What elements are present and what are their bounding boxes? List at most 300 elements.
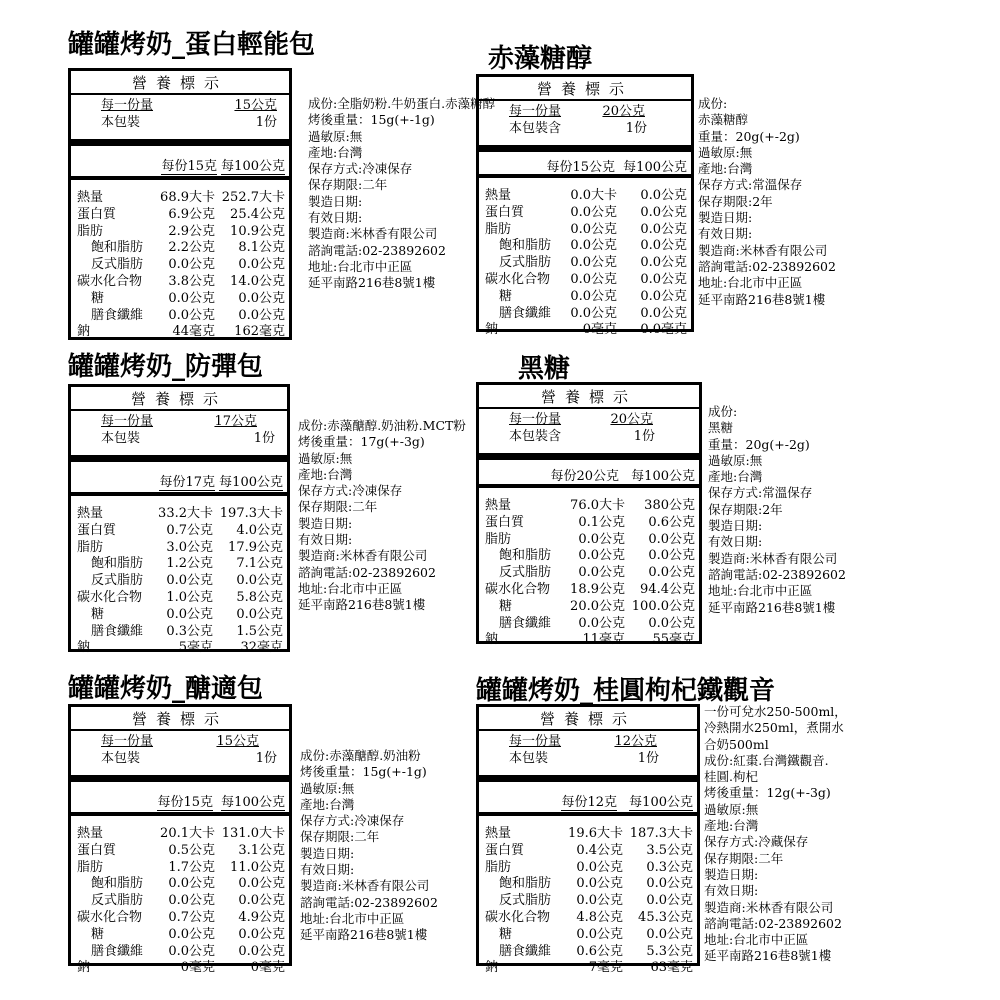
column-headers [71, 462, 287, 496]
info-line: 延平南路216巷8號1樓 [698, 291, 826, 307]
per-100g-value: 0.6公克 [648, 514, 695, 530]
per-serving-value: 44毫克 [172, 324, 215, 340]
nutrient-row [479, 893, 697, 910]
per-100g-value: 5.3公克 [646, 943, 693, 959]
per-serving-value: 0.4公克 [576, 842, 623, 858]
nutrient-rows [479, 816, 697, 977]
servings-label: 本包裝 [101, 115, 141, 130]
per-serving-value: 0毫克 [582, 322, 617, 338]
per-100g-value: 162毫克 [234, 324, 285, 340]
product-block [476, 38, 916, 358]
per-serving-value: 0.0公克 [166, 606, 213, 622]
nutrient-row [479, 306, 691, 323]
info-line: 地址:台北市中正區 [708, 583, 813, 599]
per-100g-value: 0.0毫克 [640, 322, 687, 338]
nutrient-row [71, 224, 289, 241]
info-line: 一份可兌水250-500ml， [704, 704, 847, 719]
nutrient-row [479, 532, 699, 549]
serving-size-label: 每一份量 [101, 414, 154, 429]
per-serving-value: 1.2公克 [166, 556, 213, 572]
nutrient-row [71, 291, 289, 308]
info-line: 冷熱開水250ml，煮開水 [704, 720, 844, 736]
panel-header: 營養標示 [479, 77, 691, 101]
info-line: 有效日期: [704, 883, 759, 899]
nutrient-row [479, 927, 697, 944]
nutrient-row [479, 910, 697, 927]
serving-size-label: 每一份量 [509, 104, 562, 119]
per-100g-value: 10.9公克 [230, 223, 285, 239]
info-line: 製造日期: [708, 518, 763, 534]
nutrient-name: 脂肪 [77, 223, 104, 239]
info-line: 成份:紅棗.台灣鐵觀音. [704, 752, 829, 768]
nutrient-name: 反式脂肪 [499, 565, 552, 581]
per-serving-value: 0.0公克 [168, 926, 215, 942]
per-serving-value: 76.0大卡 [570, 498, 625, 513]
info-line: 地址:台北市中正區 [704, 932, 809, 948]
per-100g-value: 0.0公克 [646, 876, 693, 892]
per-serving-value: 68.9大卡 [160, 190, 215, 205]
nutrient-name: 飽和脂肪 [91, 556, 144, 572]
nutrient-row [71, 324, 289, 341]
nutrient-row [71, 843, 289, 860]
per-serving-value: 0.0公克 [570, 288, 617, 304]
per-serving-value: 0.0公克 [570, 221, 617, 237]
per-100g-header: 每100公克 [631, 465, 695, 485]
info-line: 有效日期: [308, 210, 363, 226]
per-100g-value: 0.0公克 [640, 188, 687, 203]
per-serving-value: 0.0公克 [578, 531, 625, 547]
per-serving-header: 每份15克 [161, 155, 217, 175]
per-100g-value: 0.3公克 [646, 859, 693, 875]
per-serving-header: 每份17克 [159, 471, 215, 491]
info-line: 保存期限:二年 [300, 829, 380, 845]
nutrient-name: 飽和脂肪 [499, 876, 552, 892]
nutrient-name: 熱量 [77, 190, 104, 205]
info-line: 保存方式:冷凍保存 [308, 161, 413, 177]
servings-label: 本包裝 [101, 431, 141, 446]
column-headers [71, 782, 289, 816]
nutrient-name: 脂肪 [77, 539, 104, 555]
nutrient-rows [71, 496, 287, 657]
per-100g-header: 每100公克 [221, 791, 285, 811]
per-serving-value: 0.0公克 [166, 573, 213, 589]
info-line: 有效日期: [708, 534, 763, 550]
nutrient-row [479, 632, 699, 649]
per-serving-value: 20.1大卡 [160, 826, 215, 841]
nutrient-name: 鈉 [485, 632, 499, 648]
nutrient-name: 飽和脂肪 [91, 876, 144, 892]
per-serving-value: 0.0公克 [570, 204, 617, 220]
info-line: 延平南路216巷8號1樓 [708, 599, 836, 615]
nutrient-row [479, 582, 699, 599]
per-100g-value: 0.0公克 [648, 548, 695, 564]
per-100g-value: 7.1公克 [236, 556, 283, 572]
nutrient-rows [71, 180, 289, 341]
serving-info [71, 411, 287, 462]
nutrient-row [479, 289, 691, 306]
nutrient-name: 碳水化合物 [485, 271, 551, 287]
per-100g-value: 0.0公克 [236, 606, 283, 622]
per-serving-value: 7毫克 [588, 960, 623, 976]
per-serving-value: 0.0公克 [576, 926, 623, 942]
nutrient-name: 脂肪 [485, 531, 512, 547]
per-serving-value: 0.0公克 [570, 255, 617, 271]
nutrient-row [71, 540, 287, 557]
nutrient-name: 熱量 [485, 498, 512, 513]
per-100g-value: 5.8公克 [236, 589, 283, 605]
panel-header: 營養標示 [479, 385, 699, 409]
nutrient-name: 糖 [499, 598, 513, 614]
per-serving-header: 每份15克 [157, 791, 213, 811]
serving-size-label: 每一份量 [509, 734, 562, 749]
nutrient-row [479, 188, 691, 205]
per-100g-value: 45.3公克 [638, 909, 693, 925]
product-info [300, 748, 460, 944]
nutrient-name: 脂肪 [485, 859, 512, 875]
per-serving-value: 0.0公克 [570, 238, 617, 254]
nutrient-row [71, 506, 287, 523]
nutrition-panel [68, 68, 292, 340]
servings-value: 1份 [637, 751, 659, 766]
nutrient-name: 蛋白質 [485, 204, 525, 220]
info-line: 保存期限:2年 [708, 501, 783, 517]
info-line: 保存方式:冷凍保存 [300, 813, 405, 829]
servings-label: 本包裝 [509, 751, 549, 766]
nutrient-row [479, 826, 697, 843]
nutrient-row [71, 190, 289, 207]
nutrient-name: 蛋白質 [77, 842, 117, 858]
info-line: 諮詢電話:02-23892602 [704, 915, 842, 931]
per-100g-value: 94.4公克 [640, 581, 695, 597]
info-line: 保存期限:二年 [298, 499, 378, 515]
panel-header: 營養標示 [71, 387, 287, 411]
nutrient-rows [479, 488, 699, 649]
nutrient-name: 鈉 [77, 960, 91, 976]
per-serving-value: 11毫克 [582, 632, 625, 648]
info-line: 過敏原:無 [708, 452, 763, 468]
nutrient-row [479, 843, 697, 860]
nutrient-name: 膳食纖維 [91, 943, 144, 959]
info-line: 地址:台北市中正區 [298, 580, 403, 596]
product-block [68, 24, 508, 344]
nutrient-row [71, 607, 287, 624]
per-serving-value: 5毫克 [178, 640, 213, 656]
per-100g-value: 55毫克 [652, 632, 695, 648]
nutrient-name: 脂肪 [77, 859, 104, 875]
info-line: 諮詢電話:02-23892602 [298, 564, 436, 580]
panel-header: 營養標示 [71, 71, 289, 95]
product-title: 赤藻糖醇 [488, 44, 593, 74]
info-line: 過敏原:無 [300, 780, 355, 796]
per-100g-value: 0.0公克 [646, 926, 693, 942]
per-100g-value: 0.0公克 [640, 271, 687, 287]
per-serving-value: 0.0公克 [168, 876, 215, 892]
info-line: 製造日期: [704, 866, 759, 882]
nutrient-name: 碳水化合物 [77, 909, 143, 925]
per-100g-value: 0.0公克 [646, 893, 693, 909]
per-100g-value: 0.0公克 [640, 221, 687, 237]
serving-size-value: 15公克 [234, 98, 277, 113]
info-line: 製造商:米林香有限公司 [298, 548, 428, 564]
serving-size-value: 20公克 [610, 412, 653, 427]
per-serving-value: 2.9公克 [168, 223, 215, 239]
info-line: 烤後重量：17g(+-3g) [298, 434, 425, 450]
per-100g-value: 0.0公克 [238, 307, 285, 323]
product-title: 罐罐烤奶_蛋白輕能包 [68, 30, 316, 60]
info-line: 諮詢電話:02-23892602 [300, 894, 438, 910]
nutrient-row [479, 498, 699, 515]
per-serving-value: 0.7公克 [168, 909, 215, 925]
nutrient-name: 反式脂肪 [499, 255, 552, 271]
servings-value: 1份 [625, 121, 647, 136]
info-line: 有效日期: [300, 862, 355, 878]
per-serving-value: 0.0公克 [168, 893, 215, 909]
per-serving-value: 4.8公克 [576, 909, 623, 925]
nutrient-name: 膳食纖維 [499, 943, 552, 959]
serving-info [479, 409, 699, 460]
info-line: 製造商:米林香有限公司 [708, 550, 838, 566]
per-100g-value: 3.5公克 [646, 842, 693, 858]
per-serving-value: 0.6公克 [576, 943, 623, 959]
per-100g-value: 0.0公克 [640, 255, 687, 271]
product-block [68, 668, 508, 988]
nutrient-row [479, 205, 691, 222]
nutrient-name: 飽和脂肪 [499, 238, 552, 254]
per-100g-value: 11.0公克 [230, 859, 285, 875]
per-100g-value: 0.0公克 [238, 290, 285, 306]
info-line: 成份:全脂奶粉.牛奶蛋白.赤藻糖醇 [308, 96, 496, 111]
per-100g-value: 4.9公克 [238, 909, 285, 925]
nutrient-row [71, 573, 287, 590]
nutrient-name: 糖 [499, 288, 513, 304]
per-100g-value: 252.7大卡 [221, 190, 285, 205]
per-serving-value: 0.0公克 [168, 257, 215, 273]
serving-info [479, 731, 697, 782]
serving-size-label: 每一份量 [509, 412, 562, 427]
serving-size-value: 20公克 [602, 104, 645, 119]
info-line: 過敏原:無 [308, 128, 363, 144]
nutrient-name: 蛋白質 [485, 514, 525, 530]
nutrient-row [71, 826, 289, 843]
per-100g-value: 8.1公克 [238, 240, 285, 256]
per-100g-header: 每100公克 [623, 156, 687, 176]
per-serving-value: 0.0公克 [576, 876, 623, 892]
per-serving-value: 0.3公克 [166, 623, 213, 639]
per-100g-value: 25.4公克 [230, 206, 285, 222]
nutrient-name: 反式脂肪 [91, 573, 144, 589]
per-100g-value: 14.0公克 [230, 273, 285, 289]
info-line: 延平南路216巷8號1樓 [704, 948, 832, 964]
info-line: 產地:台灣 [698, 161, 753, 177]
per-100g-value: 0.0公克 [640, 288, 687, 304]
per-serving-value: 0.0公克 [570, 305, 617, 321]
nutrient-row [71, 274, 289, 291]
nutrient-name: 碳水化合物 [485, 581, 551, 597]
nutrient-name: 鈉 [77, 640, 91, 656]
nutrient-row [71, 240, 289, 257]
nutrient-row [479, 222, 691, 239]
serving-info [71, 95, 289, 146]
nutrient-name: 膳食纖維 [499, 305, 552, 321]
info-line: 產地:台灣 [308, 144, 363, 160]
nutrition-panel [476, 382, 702, 648]
nutrient-name: 糖 [91, 926, 105, 942]
nutrient-row [71, 556, 287, 573]
per-serving-value: 1.7公克 [168, 859, 215, 875]
servings-value: 1份 [253, 431, 275, 446]
per-serving-value: 0.5公克 [168, 842, 215, 858]
info-line: 延平南路216巷8號1樓 [308, 275, 436, 291]
info-line: 保存期限:2年 [698, 193, 773, 209]
info-line: 製造日期: [300, 845, 355, 861]
per-serving-value: 0.0公克 [578, 548, 625, 564]
info-line: 諮詢電話:02-23892602 [698, 258, 836, 274]
serving-size-value: 12公克 [614, 734, 657, 749]
per-serving-value: 0.1公克 [578, 514, 625, 530]
nutrient-row [479, 272, 691, 289]
per-100g-value: 3.1公克 [238, 842, 285, 858]
info-line: 烤後重量：12g(+-3g) [704, 785, 831, 801]
nutrient-row [71, 876, 289, 893]
info-line: 重量：20g(+-2g) [698, 128, 800, 144]
info-line: 製造商:米林香有限公司 [300, 878, 430, 894]
nutrient-row [479, 565, 699, 582]
nutrition-panel [476, 704, 700, 976]
per-100g-value: 0.0公克 [236, 573, 283, 589]
nutrient-name: 鈉 [485, 960, 499, 976]
product-title: 黑糖 [518, 354, 571, 384]
panel-header: 營養標示 [479, 707, 697, 731]
info-line: 成份: [698, 96, 728, 111]
nutrient-row [71, 893, 289, 910]
info-line: 產地:台灣 [298, 466, 353, 482]
nutrient-name: 熱量 [77, 506, 104, 521]
info-line: 延平南路216巷8號1樓 [298, 597, 426, 613]
column-headers [479, 460, 699, 488]
info-line: 地址:台北市中正區 [698, 275, 803, 291]
nutrition-panel [68, 384, 290, 656]
per-serving-value: 0.0大卡 [570, 188, 617, 203]
info-line: 重量：20g(+-2g) [708, 436, 810, 452]
product-info [704, 704, 874, 965]
per-100g-value: 4.0公克 [236, 522, 283, 538]
nutrient-row [71, 640, 287, 657]
serving-size-label: 每一份量 [101, 98, 154, 113]
per-serving-value: 18.9公克 [570, 581, 625, 597]
nutrient-row [479, 599, 699, 616]
per-100g-value: 0.0公克 [648, 565, 695, 581]
per-100g-header: 每100公克 [219, 471, 283, 491]
nutrient-row [479, 322, 691, 339]
per-100g-value: 0.0公克 [238, 926, 285, 942]
nutrient-name: 糖 [499, 926, 513, 942]
info-line: 烤後重量：15g(+-1g) [300, 764, 427, 780]
nutrient-row [71, 624, 287, 641]
nutrient-name: 碳水化合物 [77, 273, 143, 289]
per-serving-value: 0.7公克 [166, 522, 213, 538]
info-line: 保存期限:二年 [704, 850, 784, 866]
product-block [68, 346, 508, 666]
nutrient-name: 蛋白質 [485, 842, 525, 858]
info-line: 過敏原:無 [698, 144, 753, 160]
serving-size-value: 15公克 [216, 734, 259, 749]
info-line: 地址:台北市中正區 [300, 910, 405, 926]
info-line: 製造日期: [298, 515, 353, 531]
per-serving-value: 0.0公克 [576, 859, 623, 875]
nutrient-row [479, 960, 697, 977]
nutrient-row [71, 523, 287, 540]
nutrient-row [71, 910, 289, 927]
info-line: 成份:赤藻醣醇.奶油粉.MCT粉 [298, 418, 466, 433]
info-line: 合奶500ml [704, 736, 769, 752]
per-serving-value: 6.9公克 [168, 206, 215, 222]
info-line: 諮詢電話:02-23892602 [708, 566, 846, 582]
nutrient-row [479, 876, 697, 893]
nutrient-name: 膳食纖維 [499, 615, 552, 631]
nutrition-panel [68, 704, 292, 976]
info-line: 過敏原:無 [298, 450, 353, 466]
product-block [476, 670, 916, 990]
per-serving-header: 每份20公克 [550, 465, 619, 485]
nutrient-rows [479, 178, 691, 339]
nutrient-name: 反式脂肪 [91, 257, 144, 273]
nutrient-name: 鈉 [485, 322, 499, 338]
per-serving-value: 19.6大卡 [568, 826, 623, 841]
nutrient-rows [71, 816, 289, 977]
per-serving-value: 0.0公克 [578, 615, 625, 631]
per-100g-value: 63毫克 [650, 960, 693, 976]
nutrient-name: 熱量 [485, 826, 512, 841]
per-100g-value: 197.3大卡 [219, 506, 283, 521]
nutrient-name: 脂肪 [485, 221, 512, 237]
product-title: 罐罐烤奶_醣適包 [68, 674, 264, 704]
column-headers [479, 782, 697, 816]
column-headers [71, 146, 289, 180]
info-line: 製造日期: [698, 210, 753, 226]
per-serving-value: 0.0公克 [168, 943, 215, 959]
info-line: 製造日期: [308, 193, 363, 209]
nutrient-name: 膳食纖維 [91, 623, 144, 639]
serving-size-label: 每一份量 [101, 734, 154, 749]
info-line: 烤後重量：15g(+-1g) [308, 112, 435, 128]
product-title: 罐罐烤奶_桂圓枸杞鐵觀音 [476, 676, 776, 706]
per-serving-value: 3.8公克 [168, 273, 215, 289]
nutrient-name: 糖 [91, 606, 105, 622]
per-100g-value: 0.0公克 [640, 204, 687, 220]
nutrient-name: 鈉 [77, 324, 91, 340]
nutrient-name: 飽和脂肪 [499, 548, 552, 564]
nutrient-name: 反式脂肪 [499, 893, 552, 909]
nutrient-row [479, 238, 691, 255]
nutrient-name: 飽和脂肪 [91, 240, 144, 256]
per-100g-value: 380公克 [644, 498, 695, 513]
nutrient-name: 熱量 [485, 188, 512, 203]
nutrient-row [71, 207, 289, 224]
nutrient-row [479, 548, 699, 565]
info-line: 有效日期: [298, 532, 353, 548]
servings-value: 1份 [255, 751, 277, 766]
per-100g-value: 0.0公克 [640, 305, 687, 321]
nutrient-name: 反式脂肪 [91, 893, 144, 909]
info-line: 過敏原:無 [704, 801, 759, 817]
nutrient-row [71, 308, 289, 325]
info-line: 保存方式:冷藏保存 [704, 834, 809, 850]
per-serving-value: 3.0公克 [166, 539, 213, 555]
servings-label: 本包裝 [101, 751, 141, 766]
per-serving-value: 0毫克 [180, 960, 215, 976]
info-line: 地址:台北市中正區 [308, 258, 413, 274]
info-line: 諮詢電話:02-23892602 [308, 242, 446, 258]
